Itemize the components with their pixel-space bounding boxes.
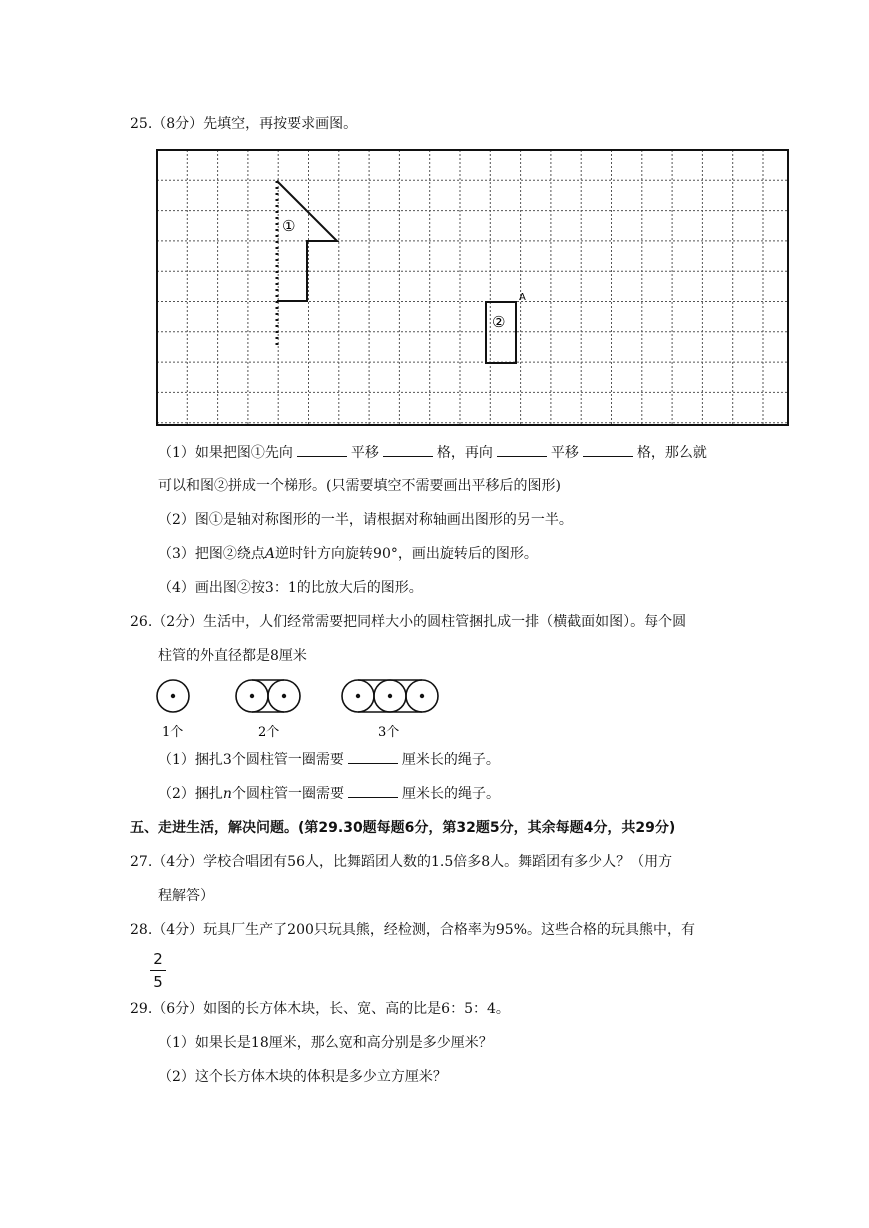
q27-line1: 27.（4分）学校合唱团有56人，比舞蹈团人数的1.5倍多8人。舞蹈团有多少人？（用方	[130, 854, 673, 870]
pipes-label-2: 2个	[258, 725, 280, 740]
q25-part3	[158, 544, 538, 564]
q29-part1: （1）如果长是18厘米，那么宽和高分别是多少厘米？	[158, 1035, 493, 1051]
q25-part1	[158, 442, 707, 463]
point-a-label: A	[519, 292, 526, 303]
pipes-label-3: 3个	[378, 725, 400, 740]
q25-p3-a: （3）把图②绕点	[158, 546, 265, 562]
q25-part1-line2: 可以和图②拼成一个梯形。(只需要填空不需要画出平移后的图形)	[158, 478, 561, 494]
q28-fraction	[150, 950, 166, 991]
q26-p2-a: （2）捆扎	[158, 786, 223, 802]
q28-line1: 28.（4分）玩具厂生产了200只玩具熊，经检测，合格率为95%。这些合格的玩具熊中，有	[130, 922, 696, 938]
q26-p2-var: n	[222, 786, 232, 802]
q29-part2: （2）这个长方体木块的体积是多少立方厘米？	[158, 1069, 447, 1085]
figure-2-label: ②	[492, 313, 506, 331]
blank-cells-1[interactable]	[383, 442, 433, 457]
q26-p1-b: 厘米长的绳子。	[401, 752, 500, 768]
q26-line2: 柱管的外直径都是8厘米	[158, 648, 307, 664]
q26-p2-c: 厘米长的绳子。	[401, 786, 500, 802]
blank-direction-2[interactable]	[497, 442, 547, 457]
q26-p2-b: 个圆柱管一圈需要	[231, 786, 344, 802]
q26-part2	[158, 783, 500, 804]
q25-p1-c: 格，再向	[436, 445, 493, 461]
q29-line1: 29.（6分）如图的长方体木块，长、宽、高的比是6：5：4。	[130, 1001, 510, 1017]
fraction-denominator: 5	[153, 973, 163, 991]
pipes-figure	[148, 676, 458, 742]
blank-cells-2[interactable]	[583, 442, 633, 457]
q25-p1-d: 平移	[550, 445, 579, 461]
q25-part2: （2）图①是轴对称图形的一半，请根据对称轴画出图形的另一半。	[158, 512, 573, 528]
q25-p1-e: 格，那么就	[636, 445, 707, 461]
q25-p1-b: 平移	[350, 445, 379, 461]
q26-part1	[158, 749, 500, 770]
q26-p1-a: （1）捆扎3个圆柱管一圈需要	[158, 752, 344, 768]
q25-part4: （4）画出图②按3：1的比放大后的图形。	[158, 580, 423, 596]
blank-rope-3[interactable]	[348, 749, 398, 764]
blank-rope-n[interactable]	[348, 783, 398, 798]
fraction-numerator: 2	[153, 950, 163, 968]
q25-p3-var: A	[264, 546, 276, 562]
q27-line2: 程解答）	[158, 888, 214, 904]
grid-border	[157, 150, 788, 425]
section-5-heading: 五、走进生活，解决问题。(第29.30题每题6分，第32题5分，其余每题4分，共29分)	[130, 820, 676, 836]
q25-p3-b: 逆时针方向旋转90°，画出旋转后的图形。	[275, 546, 538, 562]
grid-lines	[157, 150, 788, 425]
grid-figure	[155, 148, 791, 428]
q25-p1-a: （1）如果把图①先向	[158, 445, 293, 461]
pipes-label-1: 1个	[162, 725, 184, 740]
figure-1-label: ①	[282, 217, 296, 235]
fraction-bar	[150, 970, 166, 971]
q26-line1: 26.（2分）生活中，人们经常需要把同样大小的圆柱管捆扎成一排（横截面如图）。每个圆	[130, 614, 687, 630]
blank-direction-1[interactable]	[297, 442, 347, 457]
q25-title: 25.（8分）先填空，再按要求画图。	[130, 116, 358, 132]
